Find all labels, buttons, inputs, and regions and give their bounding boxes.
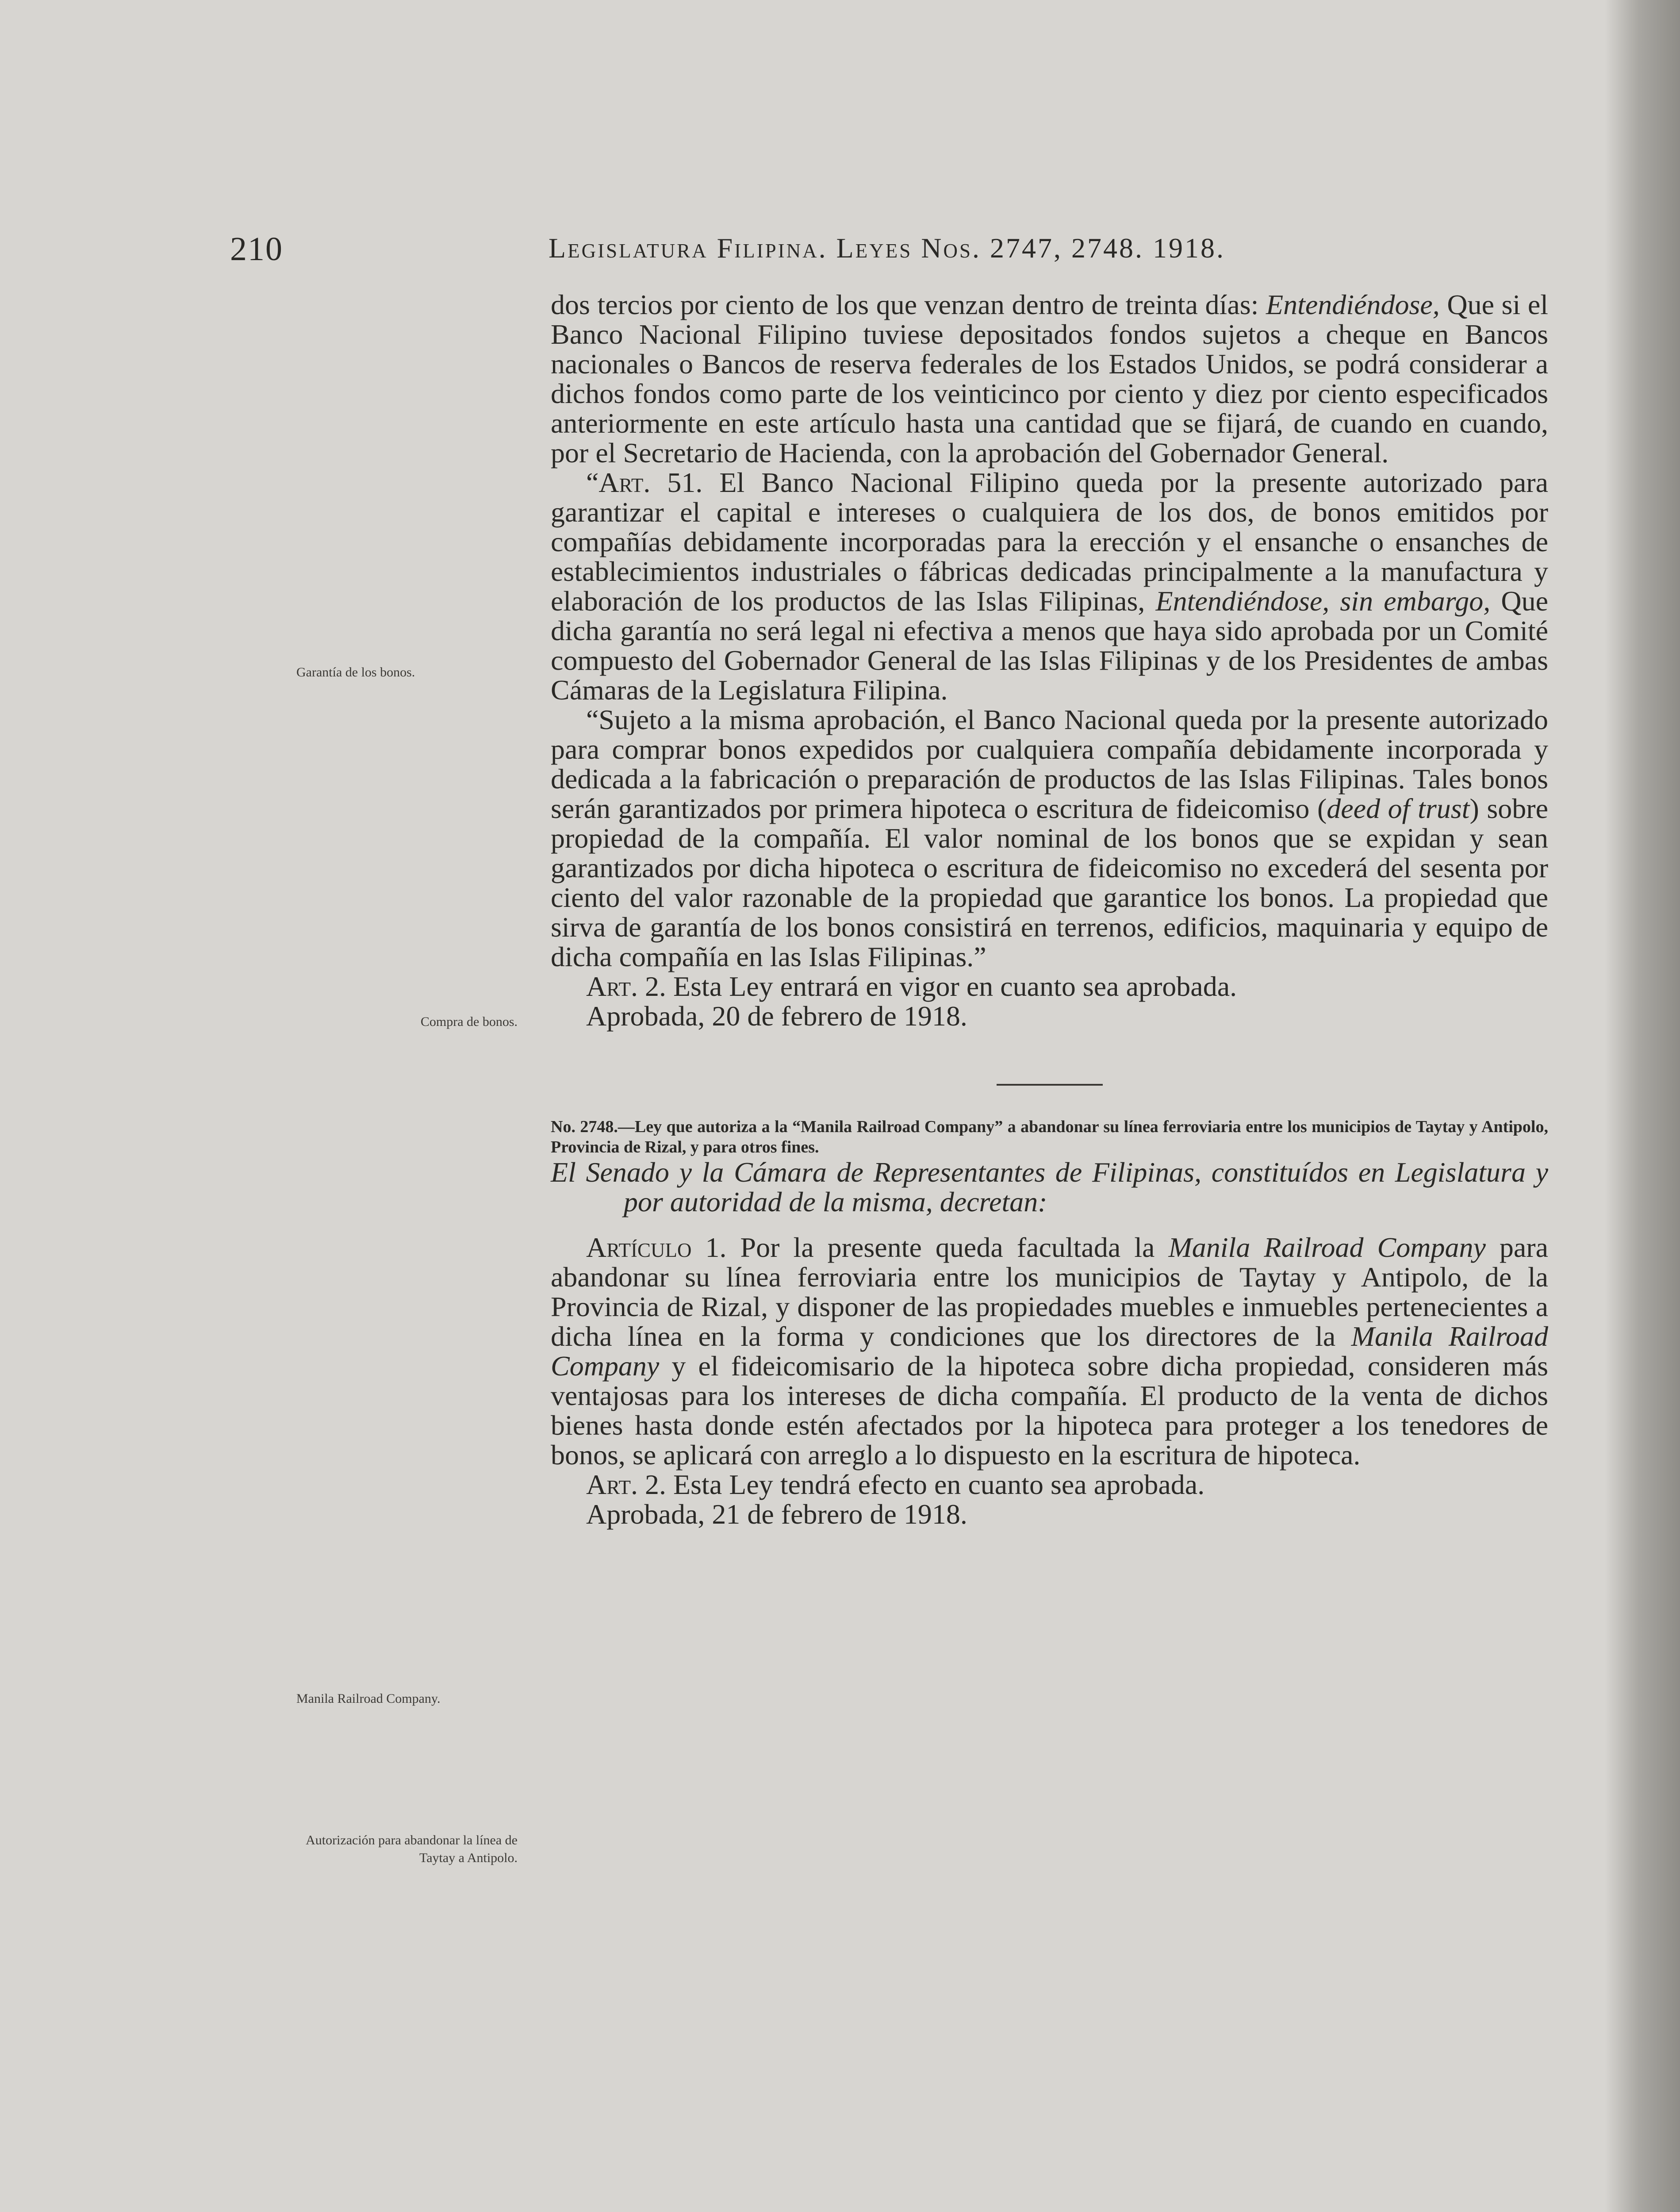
paragraph-art-2-b: Art. 2. Esta Ley tendrá efecto en cuanto sea aprobada. xyxy=(586,1469,1205,1500)
running-head: Legislatura Filipina. Leyes Nos. 2747, 2748. 1918. xyxy=(548,232,1225,264)
sidenote-manila-railroad: Manila Railroad Company. xyxy=(296,1691,441,1706)
page-edge-shadow xyxy=(1605,0,1680,2212)
paragraph-articulo-1: Artículo 1. Por la presente queda facultada la Manila Railroad Company para abandonar su línea ferroviaria entre los municipios de Taytay y Antipolo, de la Provincia de Rizal, y disponer de las propiedades muebles e inmuebles pertenecientes a dicha línea en la forma y condiciones que los directores de la Manila Railroad Company y el fideicomisario de la hipoteca sobre dicha propiedad, consideren más ventajosas para los intereses de dicha compañía. El producto de la venta de dichos bienes hasta donde estén afectados por la hipoteca para proteger a los tenedores de bonos, se aplicará con arreglo a lo dispuesto en la escritura de hipoteca. xyxy=(551,1232,1549,1471)
section-divider xyxy=(997,1084,1103,1086)
body-text xyxy=(551,290,1548,1529)
paragraph-sujeto: “Sujeto a la misma aprobación, el Banco Nacional queda por la presente autorizado para comprar bonos expedidos por cualquiera compañía debidamente incorporada y dedicada a la fabricación o preparación de productos de las Islas Filipinas. Tales bonos serán garantizados por primera hipoteca o escritura de fideicomiso (deed of trust) sobre propiedad de la compañía. El valor nominal de los bonos que se expidan y sean garantizados por dicha hipoteca o escritura de fideicomiso no excederá del sesenta por ciento del valor razonable de la propiedad que garantice los bonos. La propiedad que sirva de garantía de los bonos consistirá en terrenos, edificios, maquinaria y equipo de dicha compañía en las Islas Filipinas.” xyxy=(551,704,1549,972)
paragraph-continuation: dos tercios por ciento de los que venzan dentro de treinta días: Entendiéndose, Que si el Banco Nacional Filipino tuviese depositados fondos sujetos a cheque en Bancos nacionales o Bancos de reserva federales de los Estados Unidos, se podrá considerar a dichos fondos como parte de los veinticinco por ciento y diez por ciento especificados anteriormente en este artículo hasta una cantidad que se fijará, de cuando en cuando, por el Secretario de Hacienda, con la aprobación del Gobernador General. xyxy=(551,289,1549,469)
enacting-clause: El Senado y la Cámara de Representantes de Filipinas, constituídos en Legislatura y por autoridad de la misma, decretan: xyxy=(551,1156,1548,1217)
approval-date-1: Aprobada, 20 de febrero de 1918. xyxy=(586,1000,967,1032)
law-title: No. 2748.—Ley que autoriza a la “Manila Railroad Company” a abandonar su línea ferroviaria entre los municipios de Taytay y Antipolo, Provincia de Rizal, y para otros fines. xyxy=(551,1118,1548,1156)
approval-date-2: Aprobada, 21 de febrero de 1918. xyxy=(586,1498,967,1530)
page-header xyxy=(230,230,1548,279)
sidenote-autorizacion: Autorización para abandonar la línea de Taytay a Antipolo. xyxy=(306,1833,518,1865)
page-number: 210 xyxy=(230,230,283,268)
paragraph-art-51: “Art. 51. El Banco Nacional Filipino queda por la presente autorizado para garantizar el capital e intereses o cualquiera de los dos, de bonos emitidos por compañías debidamente incorporadas para la erección y el ensanche o ensanches de establecimientos industriales o fábricas dedicadas principalmente a la manufactura y elaboración de los productos de las Islas Filipinas, Entendiéndose, sin embargo, Que dicha garantía no será legal ni efectiva a menos que haya sido aprobada por un Comité compuesto del Gobernador General de las Islas Filipinas y de los Presidentes de ambas Cámaras de la Legislatura Filipina. xyxy=(551,467,1549,706)
sidenote-garantia: Garantía de los bonos. xyxy=(296,665,415,680)
sidenote-compra: Compra de bonos. xyxy=(420,1014,518,1029)
paragraph-art-2-a: Art. 2. Esta Ley entrará en vigor en cuanto sea aprobada. xyxy=(586,971,1237,1002)
